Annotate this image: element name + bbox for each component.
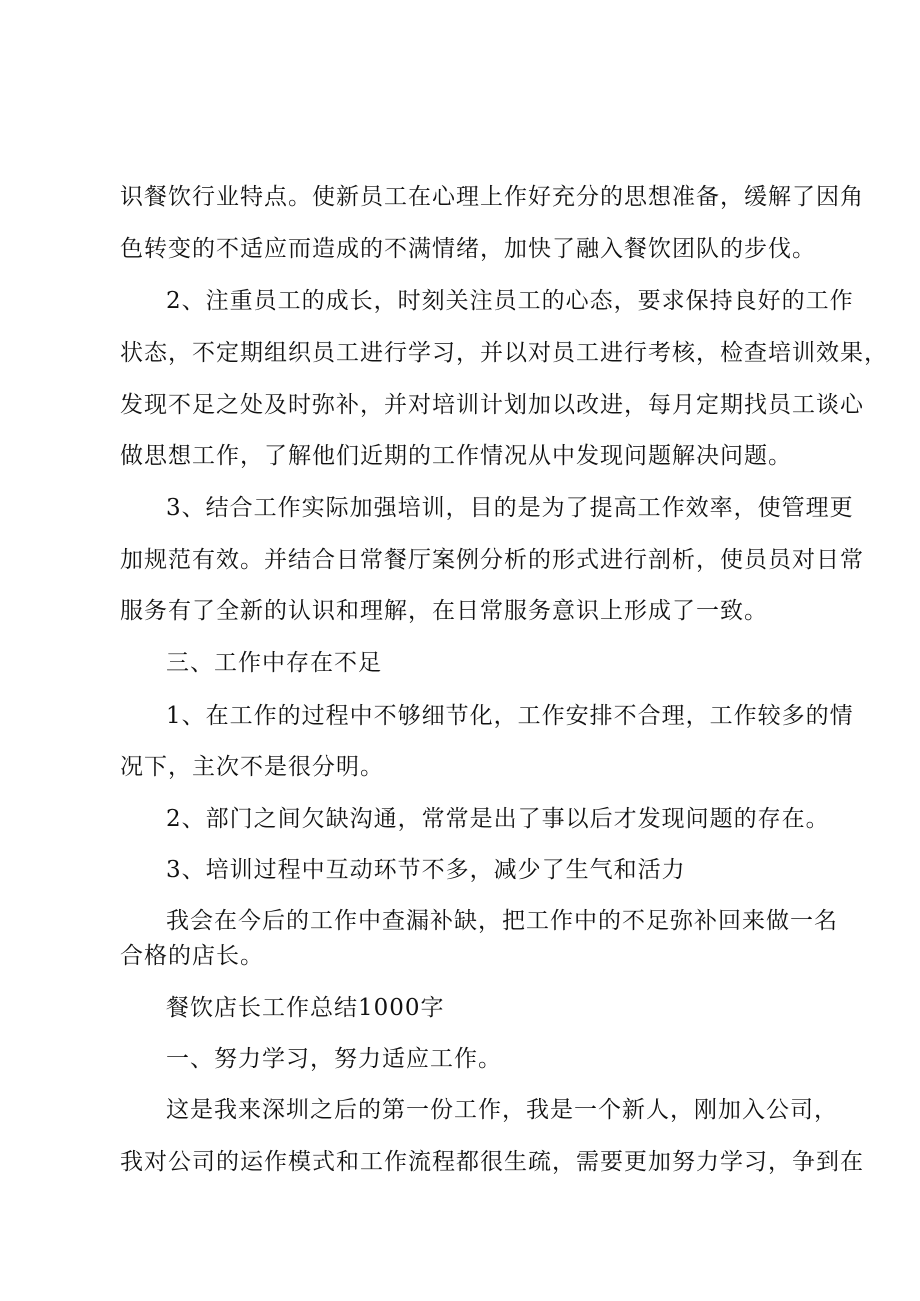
document-subtitle: 餐饮店长工作总结1000字 <box>166 995 445 1021</box>
paragraph-line: 1、在工作的过程中不够细节化，工作安排不合理，工作较多的情 <box>166 703 854 729</box>
paragraph-line: 3、培训过程中互动环节不多，减少了生气和活力 <box>166 857 686 883</box>
paragraph-line: 合格的店长。 <box>120 943 264 969</box>
paragraph-line: 2、注重员工的成长，时刻关注员工的心态，要求保持良好的工作 <box>166 288 854 314</box>
paragraph-line: 3、结合工作实际加强培训，目的是为了提高工作效率，使管理更 <box>166 495 854 521</box>
paragraph-line: 我会在今后的工作中查漏补缺，把工作中的不足弥补回来做一名 <box>166 908 838 934</box>
paragraph-line: 况下，主次不是很分明。 <box>120 754 384 780</box>
section-heading: 三、工作中存在不足 <box>166 650 382 676</box>
paragraph-line: 服务有了全新的认识和理解，在日常服务意识上形成了一致。 <box>120 598 768 624</box>
paragraph-line: 这是我来深圳之后的第一份工作，我是一个新人，刚加入公司， <box>166 1097 838 1123</box>
paragraph-line: 做思想工作，了解他们近期的工作情况从中发现问题解决问题。 <box>120 443 792 469</box>
paragraph-line: 我对公司的运作模式和工作流程都很生疏，需要更加努力学习，争到在 <box>120 1149 864 1175</box>
paragraph-line: 状态，不定期组织员工进行学习，并以对员工进行考核，检查培训效果， <box>120 340 888 366</box>
paragraph-line: 识餐饮行业特点。使新员工在心理上作好充分的思想准备，缓解了因角 <box>120 184 864 210</box>
paragraph-line: 2、部门之间欠缺沟通，常常是出了事以后才发现问题的存在。 <box>166 806 830 832</box>
section-heading: 一、努力学习，努力适应工作。 <box>166 1046 502 1072</box>
paragraph-line: 发现不足之处及时弥补，并对培训计划加以改进，每月定期找员工谈心 <box>120 392 864 418</box>
paragraph-line: 加规范有效。并结合日常餐厅案例分析的形式进行剖析，使员员对日常 <box>120 547 864 573</box>
paragraph-line: 色转变的不适应而造成的不满情绪，加快了融入餐饮团队的步伐。 <box>120 236 816 262</box>
